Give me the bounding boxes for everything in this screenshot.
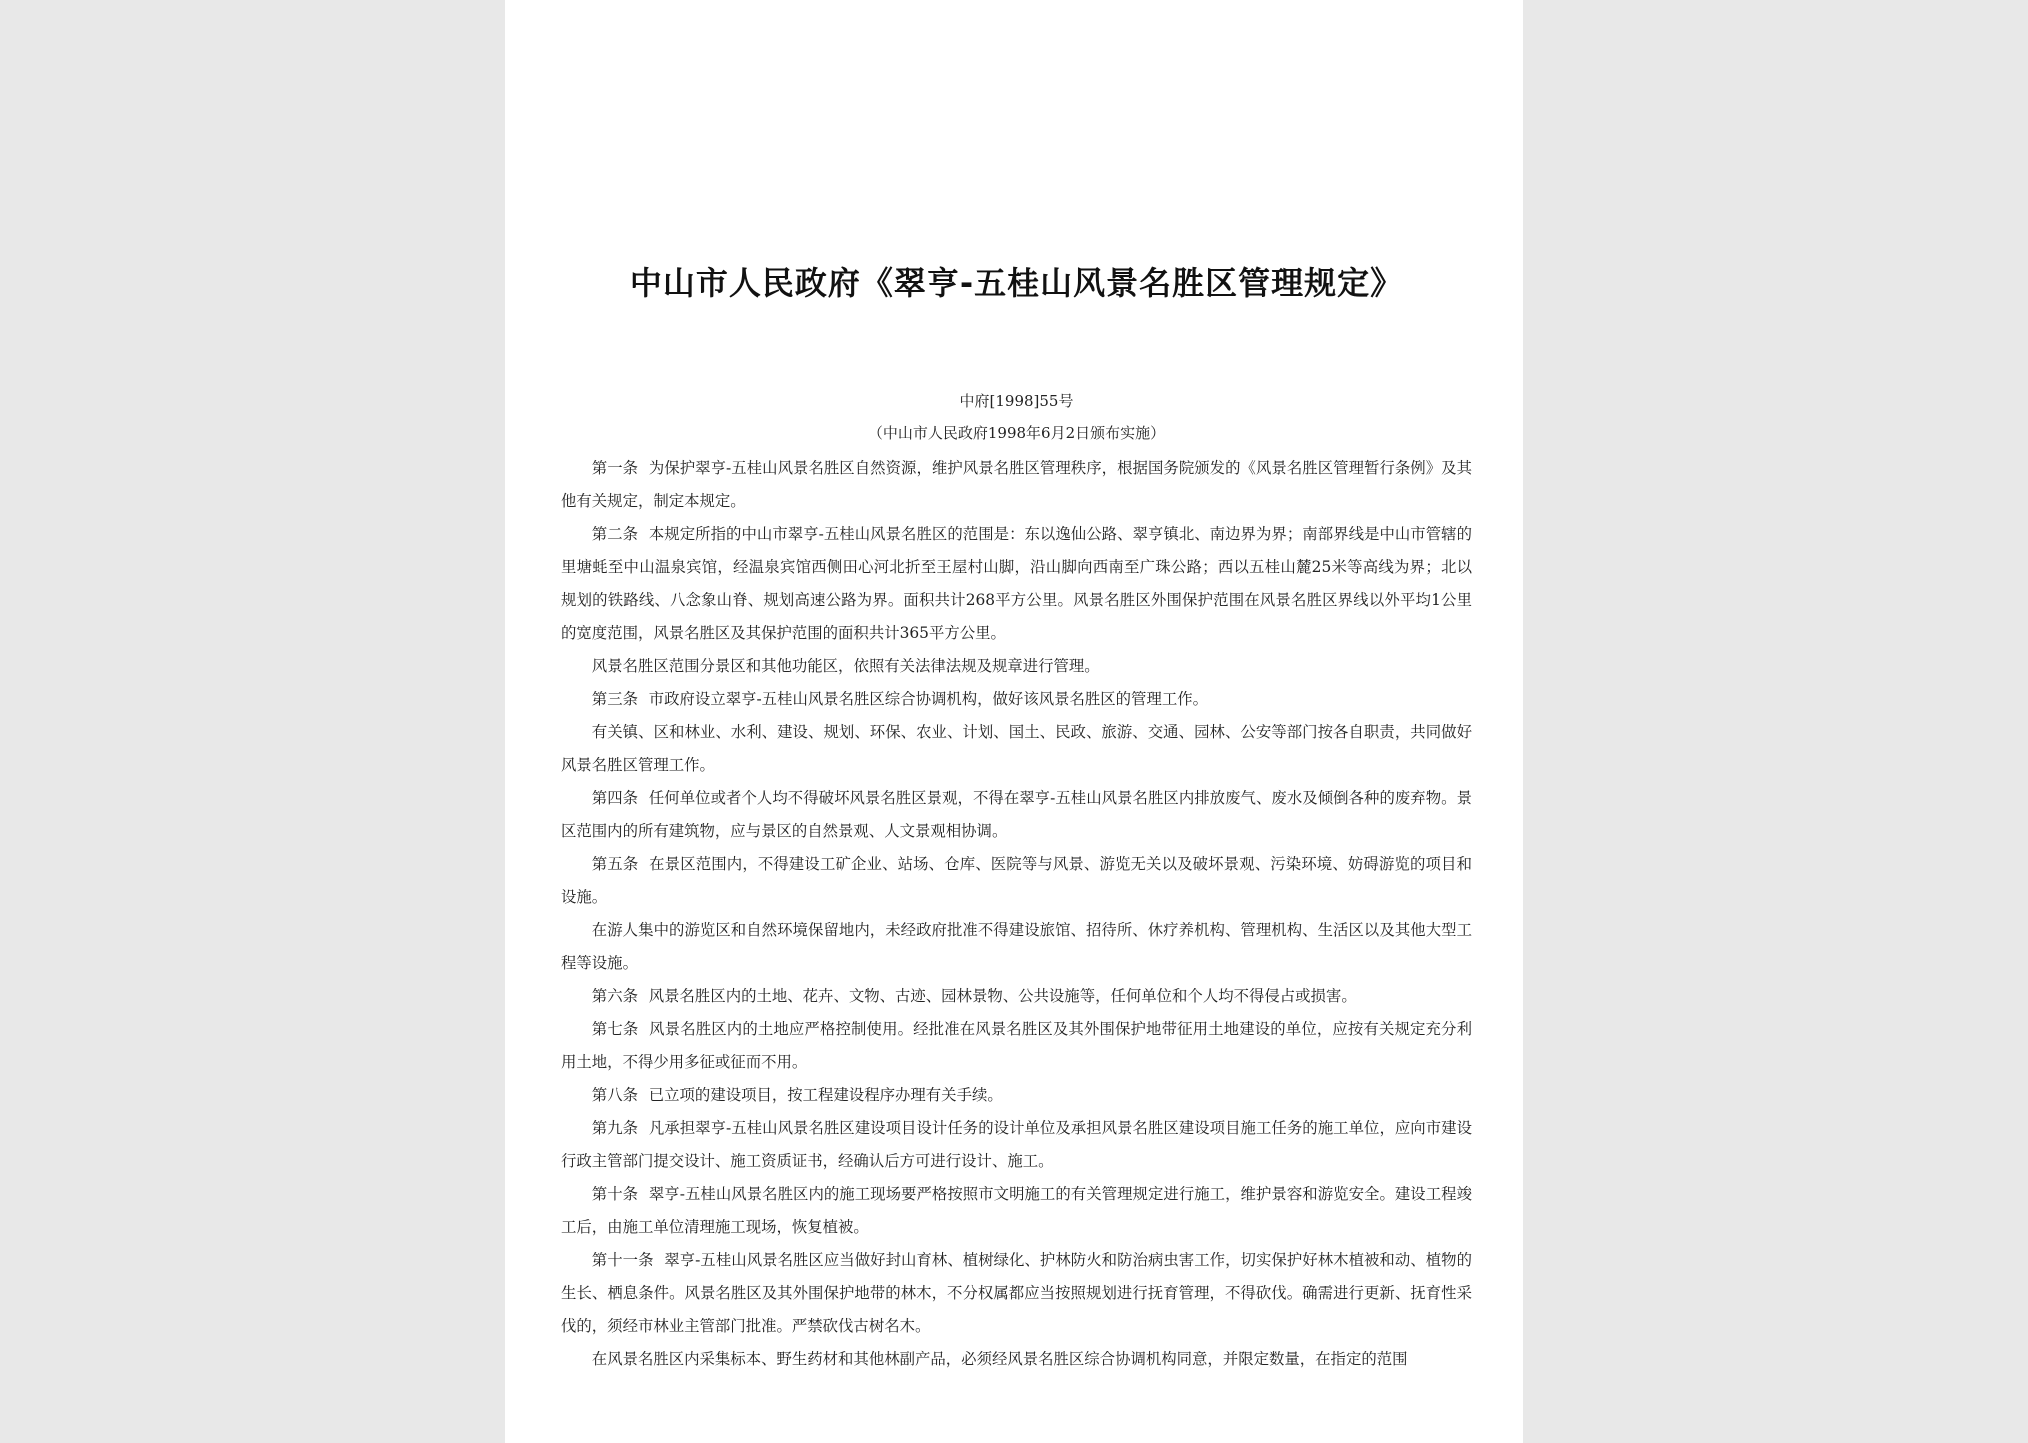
article-number: 第九条 [591, 1119, 639, 1137]
paragraph-text: 风景名胜区范围分景区和其他功能区，依照有关法律法规及规章进行管理。 [591, 657, 1100, 675]
article-number: 第五条 [591, 855, 639, 873]
document-number: 中府[1998]55号 [959, 392, 1074, 410]
paragraph-text: 翠亨-五桂山风景名胜区应当做好封山育林、植树绿化、护林防火和防治病虫害工作，切实保护好林木植被和动、植物的生长、栖息条件。风景名胜区及其外围保护地带的林木，不分权属都应当按照规划进行抚育管理，不得砍伐。确需进行更新、抚育性采伐的，须经市林业主管部门批准。严禁砍伐古树名木。 [561, 1251, 1472, 1335]
paragraph-text: 翠亨-五桂山风景名胜区内的施工现场要严格按照市文明施工的有关管理规定进行施工，维护景容和游览安全。建设工程竣工后，由施工单位清理施工现场，恢复植被。 [561, 1185, 1472, 1236]
article-number: 第八条 [591, 1086, 638, 1104]
paragraph [561, 1343, 1472, 1376]
article-number: 第十一条 [591, 1251, 654, 1269]
paragraph [561, 452, 1472, 518]
paragraph-text: 在景区范围内，不得建设工矿企业、站场、仓库、医院等与风景、游览无关以及破坏景观、污染环境、妨碍游览的项目和设施。 [561, 855, 1472, 906]
paragraph-text: 任何单位或者个人均不得破坏风景名胜区景观，不得在翠亨-五桂山风景名胜区内排放废气、废水及倾倒各种的废弃物。景区范围内的所有建筑物，应与景区的自然景观、人文景观相协调。 [561, 789, 1472, 840]
article-number: 第四条 [591, 789, 639, 807]
document-title: 中山市人民政府《翠亨-五桂山风景名胜区管理规定》 [629, 264, 1404, 302]
article-number: 第六条 [591, 987, 638, 1005]
paragraph-text: 市政府设立翠亨-五桂山风景名胜区综合协调机构，做好该风景名胜区的管理工作。 [648, 690, 1209, 708]
paragraph [561, 980, 1472, 1013]
paragraph-text: 已立项的建设项目，按工程建设程序办理有关手续。 [648, 1086, 1003, 1104]
document-body [561, 452, 1472, 1376]
paragraph [561, 650, 1472, 683]
document-page [505, 0, 1523, 1443]
paragraph [561, 1178, 1472, 1244]
paragraph-text: 有关镇、区和林业、水利、建设、规划、环保、农业、计划、国土、民政、旅游、交通、园林、公安等部门按各自职责，共同做好风景名胜区管理工作。 [561, 723, 1472, 774]
paragraph [561, 1079, 1472, 1112]
paragraph-text: 在风景名胜区内采集标本、野生药材和其他林副产品，必须经风景名胜区综合协调机构同意，并限定数量，在指定的范围 [591, 1350, 1408, 1368]
paragraph-text: 风景名胜区内的土地、花卉、文物、古迹、园林景物、公共设施等，任何单位和个人均不得侵占或损害。 [648, 987, 1357, 1005]
paragraph [561, 1013, 1472, 1079]
article-number: 第一条 [591, 459, 639, 477]
paragraph [561, 683, 1472, 716]
promulgation-note: （中山市人民政府1998年6月2日颁布实施） [867, 424, 1166, 442]
article-number: 第二条 [591, 525, 639, 543]
paragraph [561, 914, 1472, 980]
paragraph-text: 在游人集中的游览区和自然环境保留地内，未经政府批准不得建设旅馆、招待所、休疗养机构、管理机构、生活区以及其他大型工程等设施。 [561, 921, 1472, 972]
article-number: 第七条 [591, 1020, 639, 1038]
paragraph-text: 为保护翠亨-五桂山风景名胜区自然资源，维护风景名胜区管理秩序，根据国务院颁发的《风景名胜区管理暂行条例》及其他有关规定，制定本规定。 [561, 459, 1472, 510]
paragraph [561, 1112, 1472, 1178]
paragraph [561, 848, 1472, 914]
paragraph [561, 716, 1472, 782]
paragraph [561, 1244, 1472, 1343]
paragraph [561, 782, 1472, 848]
paragraph-text: 风景名胜区内的土地应严格控制使用。经批准在风景名胜区及其外围保护地带征用土地建设的单位，应按有关规定充分利用土地，不得少用多征或征而不用。 [561, 1020, 1472, 1071]
paragraph-text: 本规定所指的中山市翠亨-五桂山风景名胜区的范围是：东以逸仙公路、翠亨镇北、南边界为界；南部界线是中山市管辖的里塘蚝至中山温泉宾馆，经温泉宾馆西侧田心河北折至王屋村山脚，沿山脚向西南至广珠公路；西以五桂山麓25米等高线为界；北以规划的铁路线、八念象山脊、规划高速公路为界。面积共计268平方公里。风景名胜区外围保护范围在风景名胜区界线以外平均1公里的宽度范围，风景名胜区及其保护范围的面积共计365平方公里。 [561, 525, 1472, 642]
article-number: 第三条 [591, 690, 638, 708]
article-number: 第十条 [591, 1185, 639, 1203]
paragraph-text: 凡承担翠亨-五桂山风景名胜区建设项目设计任务的设计单位及承担风景名胜区建设项目施工任务的施工单位，应向市建设行政主管部门提交设计、施工资质证书，经确认后方可进行设计、施工。 [561, 1119, 1472, 1170]
paragraph [561, 518, 1472, 650]
